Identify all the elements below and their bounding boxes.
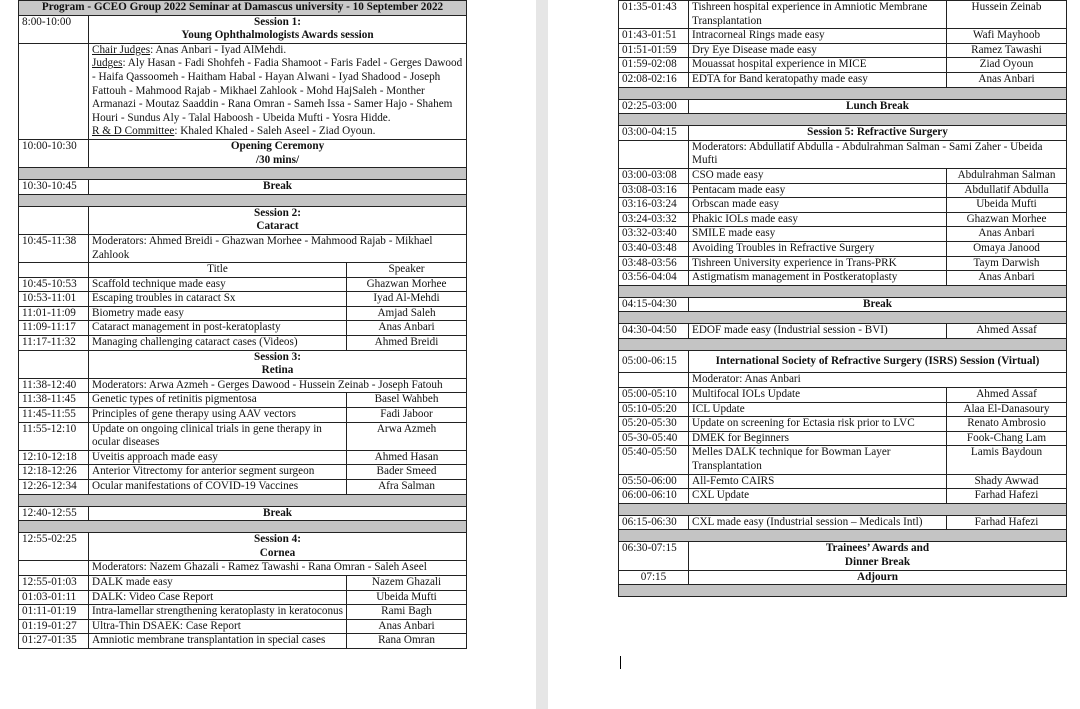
time-cell: 8:00-10:00: [19, 15, 89, 43]
time-cell: 01:51-01:59: [619, 43, 689, 58]
talk-row: [619, 198, 1067, 213]
time-cell: 02:08-02:16: [619, 72, 689, 87]
program-header-row: [19, 1, 467, 16]
time-cell: 05-30-05:40: [619, 431, 689, 446]
talk-title: Orbscan made easy: [689, 198, 947, 213]
session3-title-line2: Retina: [261, 364, 294, 377]
talk-title: All-Femto CAIRS: [689, 474, 947, 489]
time-cell: 05:00-05:10: [619, 388, 689, 403]
time-cell: 06:30-07:15: [619, 542, 689, 570]
isrs-title-row: [619, 350, 1067, 373]
time-cell: 07:15: [619, 570, 689, 585]
time-cell: 11:17-11:32: [19, 336, 89, 351]
time-cell: 04:15-04:30: [619, 297, 689, 312]
gray-separator: [619, 530, 1067, 542]
time-cell: 03:24-03:32: [619, 212, 689, 227]
page-divider: [536, 0, 548, 709]
time-cell: 03:56-04:04: [619, 271, 689, 286]
gray-separator: [619, 338, 1067, 350]
speaker-name: Ghazwan Morhee: [347, 277, 467, 292]
talk-title: Anterior Vitrectomy for anterior segment surgeon: [89, 465, 347, 480]
speaker-name: Omaya Janood: [947, 241, 1067, 256]
break-row: [619, 297, 1067, 312]
time-cell: 01:03-01:11: [19, 590, 89, 605]
time-cell: 03:48-03:56: [619, 256, 689, 271]
isrs-moderator-row: [619, 373, 1067, 388]
time-cell: 11:55-12:10: [19, 422, 89, 450]
talk-row: [19, 306, 467, 321]
chair-judges-text: : Anas Anbari - Iyad AlMehdi.: [150, 43, 287, 56]
talk-row: [19, 321, 467, 336]
talk-row: [619, 241, 1067, 256]
talk-row: [619, 446, 1067, 474]
time-cell: 11:38-12:40: [19, 378, 89, 393]
talk-row: [19, 634, 467, 649]
break-label: Break: [89, 180, 467, 195]
talk-row: [19, 408, 467, 423]
speaker-name: Bader Smeed: [347, 465, 467, 480]
awards-label: [689, 542, 1067, 570]
speaker-name: Fook-Chang Lam: [947, 431, 1067, 446]
talk-row: [19, 590, 467, 605]
talk-row: [19, 575, 467, 590]
time-cell: 01:43-01:51: [619, 29, 689, 44]
column-header-row: [19, 263, 467, 278]
talk-row: [19, 393, 467, 408]
session4-moderators: Moderators: Nazem Ghazali - Ramez Tawashi - Rana Omran - Saleh Aseel: [89, 561, 467, 576]
opening-row: [19, 139, 467, 167]
program-table-right: [618, 0, 1067, 597]
session4-title-row: [19, 533, 467, 561]
speaker-name: Lamis Baydoun: [947, 446, 1067, 474]
time-cell: 01:19-01:27: [19, 619, 89, 634]
time-cell: 05:40-05:50: [619, 446, 689, 474]
session3-title: [89, 350, 467, 378]
talk-row: [619, 183, 1067, 198]
talk-row: [619, 271, 1067, 286]
session2-moderators: Moderators: Ahmed Breidi - Ghazwan Morhee - Mahmood Rajab - Mikhael Zahlook: [89, 234, 467, 262]
talk-row: [619, 43, 1067, 58]
time-cell: 03:40-03:48: [619, 241, 689, 256]
speaker-name: Ahmed Hasan: [347, 450, 467, 465]
talk-title: Intra-lamellar strengthening keratoplasty in keratoconus: [89, 605, 347, 620]
talk-title: Mouassat hospital experience in MICE: [689, 58, 947, 73]
speaker-name: Anas Anbari: [347, 619, 467, 634]
session1-judges: [89, 43, 467, 139]
talk-title: Phakic IOLs made easy: [689, 212, 947, 227]
gray-separator: [19, 494, 467, 506]
time-cell: 05:50-06:00: [619, 474, 689, 489]
time-cell: 03:16-03:24: [619, 198, 689, 213]
talk-title: Escaping troubles in cataract Sx: [89, 292, 347, 307]
talk-row: [19, 292, 467, 307]
time-cell: 10:53-11:01: [19, 292, 89, 307]
speaker-name: Basel Wahbeh: [347, 393, 467, 408]
speaker-name: Fadi Jaboor: [347, 408, 467, 423]
time-cell: 04:30-04:50: [619, 324, 689, 339]
talk-title: Multifocal IOLs Update: [689, 388, 947, 403]
time-cell: 06:15-06:30: [619, 515, 689, 530]
right-page: [618, 0, 1066, 597]
time-cell: 05:00-06:15: [619, 350, 689, 373]
speaker-name: Rana Omran: [347, 634, 467, 649]
break-label: Break: [689, 297, 1067, 312]
session4-moderators-row: [19, 561, 467, 576]
talk-title: Tishreen hospital experience in Amniotic Membrane Transplantation: [689, 1, 947, 29]
session1-judges-row: [19, 43, 467, 139]
left-page: [18, 0, 466, 649]
talk-row: [619, 388, 1067, 403]
time-cell: 12:55-01:03: [19, 575, 89, 590]
session2-title-line1: Session 2:: [254, 206, 301, 219]
talk-row: [19, 336, 467, 351]
edof-row: [619, 324, 1067, 339]
talk-title: Update on ongoing clinical trials in gene therapy in ocular diseases: [89, 422, 347, 450]
talk-title: Ultra-Thin DSAEK: Case Report: [89, 619, 347, 634]
talk-title: Managing challenging cataract cases (Videos): [89, 336, 347, 351]
talk-row: [619, 58, 1067, 73]
adjourn-row: [619, 570, 1067, 585]
talk-row: [619, 474, 1067, 489]
session5-moderators: Moderators: Abdullatif Abdulla - Abdulrahman Salman - Sami Zaher - Ubeida Mufti: [689, 140, 1067, 168]
talk-title: Tishreen University experience in Trans-PRK: [689, 256, 947, 271]
session4-title: [89, 533, 467, 561]
break-label: Break: [89, 506, 467, 521]
opening-line1: Opening Ceremony: [230, 139, 325, 152]
session2-moderators-row: [19, 234, 467, 262]
time-cell: 12:10-12:18: [19, 450, 89, 465]
speaker-name: Wafi Mayhoob: [947, 29, 1067, 44]
talk-row: [19, 277, 467, 292]
session2-title: [89, 206, 467, 234]
speaker-name: Ubeida Mufti: [947, 198, 1067, 213]
rd-committee-label: R & D Committee: [92, 125, 175, 138]
gray-separator: [619, 114, 1067, 126]
talk-row: [619, 227, 1067, 242]
speaker-name: Abdullatif Abdulla: [947, 183, 1067, 198]
talk-row: [619, 417, 1067, 432]
talk-row: [619, 212, 1067, 227]
session4-title-line2: Cornea: [259, 546, 296, 559]
rd-committee-text: : Khaled Khaled - Saleh Aseel - Ziad Oyoun.: [174, 125, 376, 138]
speaker-name: Anas Anbari: [347, 321, 467, 336]
judges-text: : Aly Hasan - Fadi Shohfeh - Fadia Shamoot - Faris Fadel - Gerges Dawood - Haifa Qassoomeh - Haitham Habal - Hayan Alwani - Iyad Shadood - Joseph Fattouh - Mahmood Rajab - Mikhael Zahlook - Mohd HajSaleh - Monther Armanazi - Moutaz Saaddin - Rana Omran - Sameh Issa - Samer Hajo - Shahem Houri - Sundus Aly - Talal Haboosh - Ubeida Mufti - Yosra Hidde.: [92, 57, 463, 124]
session3-title-line1: Session 3:: [254, 350, 301, 363]
gray-separator: [619, 285, 1067, 297]
talk-title: Update on screening for Ectasia risk prior to LVC: [689, 417, 947, 432]
session3-moderators: Moderators: Arwa Azmeh - Gerges Dawood - Hussein Zeinab - Joseph Fatouh: [89, 378, 467, 393]
time-cell: 06:00-06:10: [619, 489, 689, 504]
talk-title: Melles DALK technique for Bowman Layer Transplantation: [689, 446, 947, 474]
talk-title: Cataract management in post-keratoplasty: [89, 321, 347, 336]
time-cell: 12:18-12:26: [19, 465, 89, 480]
session1-title: [89, 15, 467, 43]
time-cell: 01:27-01:35: [19, 634, 89, 649]
speaker-name: Taym Darwish: [947, 256, 1067, 271]
talk-title: EDTA for Band keratopathy made easy: [689, 72, 947, 87]
talk-row: [19, 619, 467, 634]
speaker-name: Abdulrahman Salman: [947, 168, 1067, 183]
talk-row: [619, 402, 1067, 417]
time-cell: 10:00-10:30: [19, 139, 89, 167]
isrs-title: International Society of Refractive Surgery (ISRS) Session (Virtual): [689, 350, 1067, 373]
talk-title: CXL Update: [689, 489, 947, 504]
column-header-title: Title: [89, 263, 347, 278]
session3-moderators-row: [19, 378, 467, 393]
speaker-name: Arwa Azmeh: [347, 422, 467, 450]
talk-row: [619, 1, 1067, 29]
time-cell: 03:00-03:08: [619, 168, 689, 183]
awards-line1: Trainees’ Awards and: [825, 542, 930, 555]
gray-separator: [619, 503, 1067, 515]
talk-row: [619, 489, 1067, 504]
cxl-row: [619, 515, 1067, 530]
session1-title-row: [19, 15, 467, 43]
speaker-name: Ubeida Mufti: [347, 590, 467, 605]
speaker-name: Ramez Tawashi: [947, 43, 1067, 58]
talk-row: [19, 465, 467, 480]
speaker-name: Anas Anbari: [947, 271, 1067, 286]
isrs-moderator: Moderator: Anas Anbari: [689, 373, 1067, 388]
talk-title: Amniotic membrane transplantation in special cases: [89, 634, 347, 649]
time-cell: 01:59-02:08: [619, 58, 689, 73]
talk-title: Pentacam made easy: [689, 183, 947, 198]
session3-title-row: [19, 350, 467, 378]
talk-row: [19, 605, 467, 620]
speaker-name: Renato Ambrosio: [947, 417, 1067, 432]
time-cell: 01:35-01:43: [619, 1, 689, 29]
talk-title: CXL made easy (Industrial session – Medicals Intl): [689, 515, 947, 530]
time-cell: 11:01-11:09: [19, 306, 89, 321]
time-cell: 05:10-05:20: [619, 402, 689, 417]
talk-row: [619, 256, 1067, 271]
lunch-label: Lunch Break: [689, 99, 1067, 114]
talk-title: Scaffold technique made easy: [89, 277, 347, 292]
gray-separator: [619, 312, 1067, 324]
session2-title-row: [19, 206, 467, 234]
gray-separator: [19, 168, 467, 180]
chair-judges-label: Chair Judges: [92, 43, 151, 56]
judges-label: Judges: [92, 57, 123, 70]
session5-title: Session 5: Refractive Surgery: [689, 126, 1067, 141]
session5-title-row: [619, 126, 1067, 141]
time-cell: 11:09-11:17: [19, 321, 89, 336]
talk-title: DALK: Video Case Report: [89, 590, 347, 605]
awards-line2: Dinner Break: [844, 556, 911, 568]
judges-line: [92, 57, 463, 125]
talk-row: [19, 480, 467, 495]
talk-title: Uveitis approach made easy: [89, 450, 347, 465]
time-cell: 11:38-11:45: [19, 393, 89, 408]
speaker-name: Ziad Oyoun: [947, 58, 1067, 73]
time-cell: 02:25-03:00: [619, 99, 689, 114]
session2-title-line2: Cataract: [256, 220, 299, 233]
speaker-name: Shady Awwad: [947, 474, 1067, 489]
talk-title: Principles of gene therapy using AAV vectors: [89, 408, 347, 423]
gray-separator: [19, 194, 467, 206]
session1-title-line1: Session 1:: [254, 15, 301, 28]
lunch-row: [619, 99, 1067, 114]
speaker-name: Iyad Al-Mehdi: [347, 292, 467, 307]
talk-title: Dry Eye Disease made easy: [689, 43, 947, 58]
time-cell: 10:45-10:53: [19, 277, 89, 292]
speaker-name: Hussein Zeinab: [947, 1, 1067, 29]
time-cell: 03:00-04:15: [619, 126, 689, 141]
talk-title: EDOF made easy (Industrial session - BVI): [689, 324, 947, 339]
time-cell: 03:32-03:40: [619, 227, 689, 242]
speaker-name: Farhad Hafezi: [947, 515, 1067, 530]
talk-title: CSO made easy: [689, 168, 947, 183]
talk-title: Ocular manifestations of COVID-19 Vaccines: [89, 480, 347, 495]
speaker-name: Nazem Ghazali: [347, 575, 467, 590]
break-row: [19, 506, 467, 521]
talk-title: Intracorneal Rings made easy: [689, 29, 947, 44]
gray-separator: [19, 521, 467, 533]
speaker-name: Afra Salman: [347, 480, 467, 495]
time-cell: 01:11-01:19: [19, 605, 89, 620]
time-cell: 12:55-02:25: [19, 533, 89, 561]
talk-row: [619, 29, 1067, 44]
time-cell: 12:26-12:34: [19, 480, 89, 495]
rd-committee-line: [92, 125, 463, 139]
session5-moderators-row: [619, 140, 1067, 168]
adjourn-label: Adjourn: [689, 570, 1067, 585]
speaker-name: Ahmed Assaf: [947, 388, 1067, 403]
gray-separator: [619, 585, 1067, 597]
time-cell: 05:20-05:30: [619, 417, 689, 432]
time-cell: 10:30-10:45: [19, 180, 89, 195]
talk-row: [19, 450, 467, 465]
talk-row: [19, 422, 467, 450]
speaker-name: Farhad Hafezi: [947, 489, 1067, 504]
talk-row: [619, 168, 1067, 183]
talk-title: Astigmatism management in Postkeratoplasty: [689, 271, 947, 286]
talk-row: [619, 431, 1067, 446]
program-table-left: [18, 0, 467, 649]
speaker-name: Rami Bagh: [347, 605, 467, 620]
chair-judges-line: [92, 44, 463, 58]
speaker-name: Ahmed Breidi: [347, 336, 467, 351]
talk-title: Avoiding Troubles in Refractive Surgery: [689, 241, 947, 256]
talk-row: [619, 72, 1067, 87]
speaker-name: Anas Anbari: [947, 227, 1067, 242]
talk-title: SMILE made easy: [689, 227, 947, 242]
speaker-name: Alaa El-Danasoury: [947, 402, 1067, 417]
talk-title: DALK made easy: [89, 575, 347, 590]
time-cell: 10:45-11:38: [19, 234, 89, 262]
talk-title: Biometry made easy: [89, 306, 347, 321]
speaker-name: Anas Anbari: [947, 72, 1067, 87]
time-cell: 03:08-03:16: [619, 183, 689, 198]
talk-title: DMEK for Beginners: [689, 431, 947, 446]
time-cell: 12:40-12:55: [19, 506, 89, 521]
program-header: Program - GCEO Group 2022 Seminar at Damascus university - 10 September 2022: [19, 1, 467, 16]
session1-title-line2: Young Ophthalmologists Awards session: [181, 29, 374, 42]
speaker-name: Amjad Saleh: [347, 306, 467, 321]
speaker-name: Ghazwan Morhee: [947, 212, 1067, 227]
speaker-name: Ahmed Assaf: [947, 324, 1067, 339]
break-row: [19, 180, 467, 195]
session4-title-line1: Session 4:: [254, 533, 301, 546]
talk-title: Genetic types of retinitis pigmentosa: [89, 393, 347, 408]
opening-line2: /30 mins/: [255, 153, 300, 166]
awards-row: [619, 542, 1067, 570]
talk-title: ICL Update: [689, 402, 947, 417]
column-header-speaker: Speaker: [347, 263, 467, 278]
time-cell: 11:45-11:55: [19, 408, 89, 423]
gray-separator: [619, 87, 1067, 99]
text-cursor: [620, 656, 621, 669]
opening-ceremony: [89, 139, 467, 167]
